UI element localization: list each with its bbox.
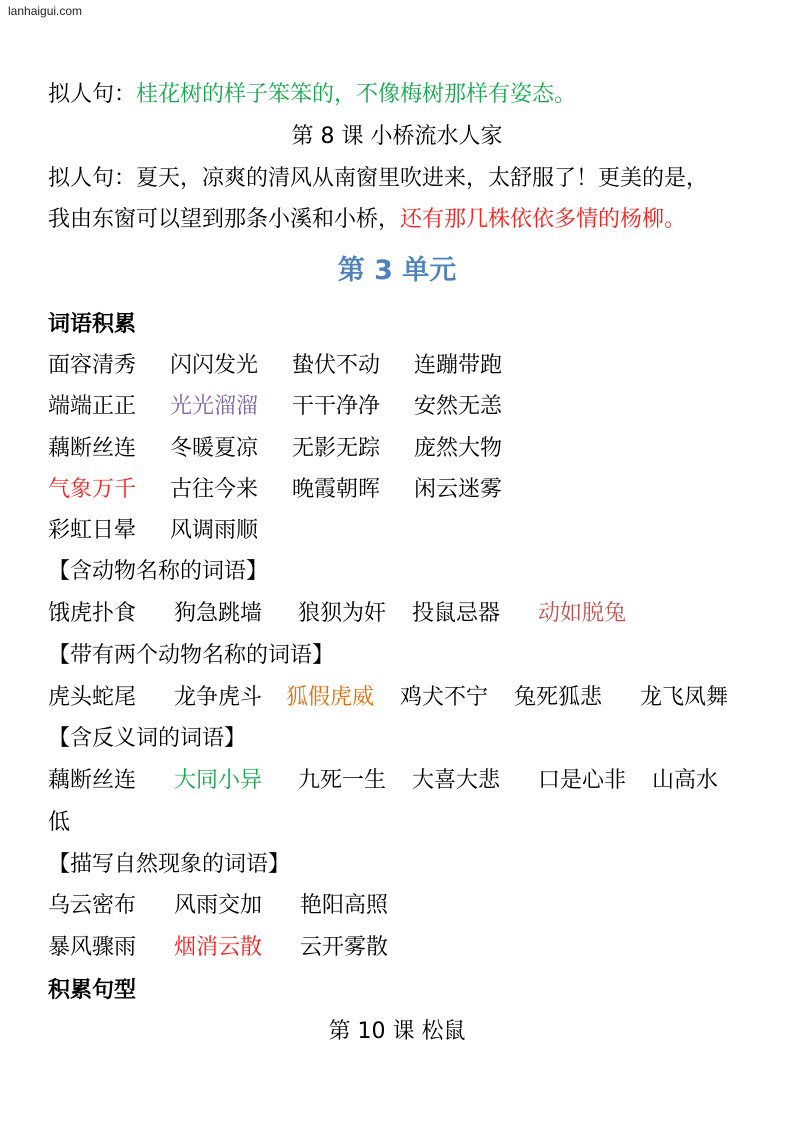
- word: 晚霞朝晖: [292, 477, 381, 502]
- word: 干干净净: [292, 394, 381, 419]
- word: 投鼠忌器: [412, 601, 501, 626]
- vocab-heading: 词语积累: [48, 312, 137, 337]
- word: 龙飞凤舞: [640, 685, 729, 710]
- highlight-red: 还有那几株依依多情的杨柳。: [400, 207, 687, 232]
- word-highlight-red: 烟消云散: [174, 935, 263, 960]
- word: 彩虹日晕: [48, 518, 137, 543]
- unit-title: 第 3 单元: [337, 255, 457, 286]
- category-animal-names: 【含动物名称的词语】: [48, 559, 269, 584]
- sentence-heading: 积累句型: [48, 978, 137, 1003]
- sentence-text: 我由东窗可以望到那条小溪和小桥，: [48, 207, 401, 232]
- watermark: lanhaigui.com: [8, 4, 83, 18]
- word: 兔死狐悲: [514, 685, 603, 710]
- word: 藕断丝连: [48, 768, 137, 793]
- word: 安然无恙: [414, 394, 503, 419]
- word: 大喜大悲: [412, 768, 501, 793]
- highlight-green: 桂花树的样子笨笨的，不像梅树那样有姿态。: [136, 82, 577, 107]
- word: 狼狈为奸: [298, 601, 387, 626]
- vocab-row-wrap: 低: [48, 810, 71, 835]
- word: 乌云密布: [48, 893, 137, 918]
- word: 风雨交加: [174, 893, 263, 918]
- personification-sentence-2: 拟人句：夏天，凉爽的清风从南窗里吹进来，太舒服了！更美的是，: [48, 166, 709, 191]
- word: 云开雾散: [300, 935, 389, 960]
- word: 端端正正: [48, 394, 137, 419]
- word: 闲云迷雾: [414, 477, 503, 502]
- word: 庞然大物: [414, 436, 503, 461]
- word: 艳阳高照: [300, 893, 389, 918]
- word: 饿虎扑食: [48, 601, 137, 626]
- personification-sentence-2-cont: [48, 205, 686, 235]
- word: 九死一生: [298, 768, 387, 793]
- personification-sentence-1: [48, 80, 576, 110]
- word: 虎头蛇尾: [48, 685, 137, 710]
- word: 龙争虎斗: [174, 685, 263, 710]
- word: 面容清秀: [48, 353, 137, 378]
- word: 暴风骤雨: [48, 935, 137, 960]
- word: 连蹦带跑: [414, 353, 503, 378]
- word-highlight-orange: 狐假虎威: [286, 685, 375, 710]
- word: 古往今来: [170, 477, 259, 502]
- word-highlight-brown: 动如脱兔: [538, 601, 627, 626]
- lesson-8-title: 第 8 课 小桥流水人家: [291, 124, 503, 149]
- word: 闪闪发光: [170, 353, 259, 378]
- word: 口是心非: [538, 768, 627, 793]
- word: 蛰伏不动: [292, 353, 381, 378]
- word: 狗急跳墙: [174, 601, 263, 626]
- word: 冬暖夏凉: [170, 436, 259, 461]
- word: 山高水: [652, 768, 719, 793]
- word-highlight-green: 大同小异: [174, 768, 263, 793]
- lesson-10-title: 第 10 课 松鼠: [328, 1019, 466, 1044]
- word-highlight-purple: 光光溜溜: [170, 394, 259, 419]
- sentence-label: 拟人句：: [48, 82, 137, 107]
- word: 藕断丝连: [48, 436, 137, 461]
- category-natural-phenomena: 【描写自然现象的词语】: [48, 852, 291, 877]
- category-two-animals: 【带有两个动物名称的词语】: [48, 643, 335, 668]
- word: 风调雨顺: [170, 518, 259, 543]
- category-antonyms: 【含反义词的词语】: [48, 726, 247, 751]
- word: 鸡犬不宁: [400, 685, 489, 710]
- word: 无影无踪: [292, 436, 381, 461]
- word-highlight-red: 气象万千: [48, 477, 137, 502]
